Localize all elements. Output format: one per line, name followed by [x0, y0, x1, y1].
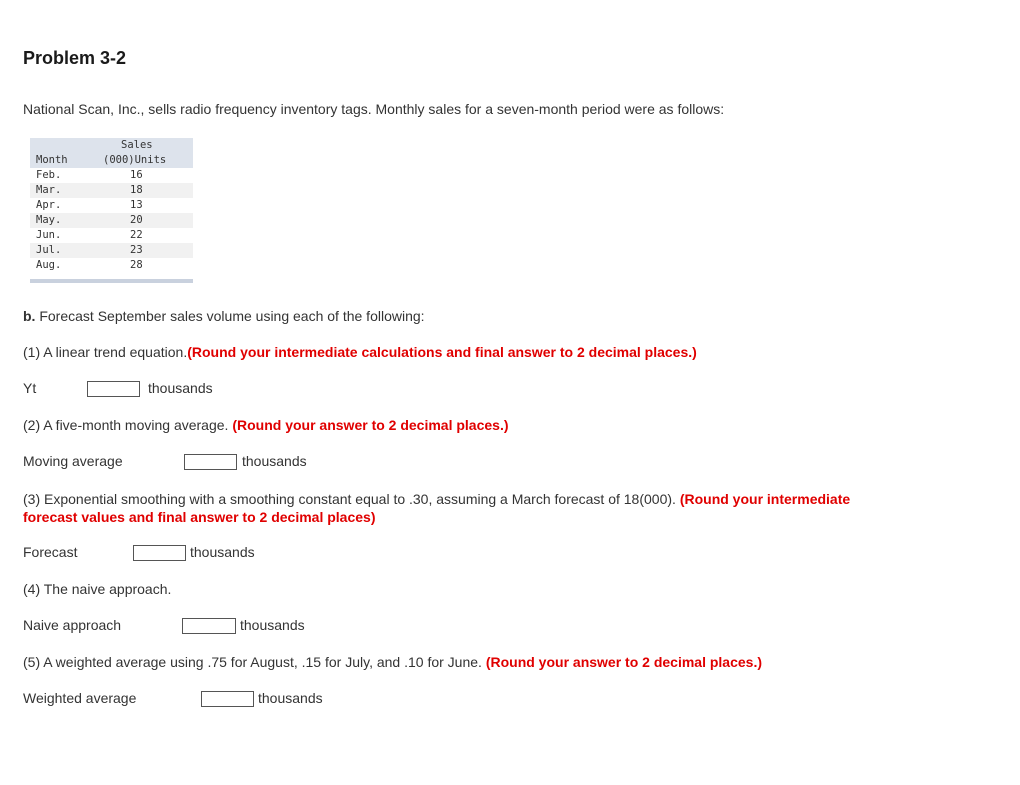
table-row [30, 213, 193, 228]
header-month: Month [36, 154, 68, 166]
q1-rounding-note: (Round your intermediate calculations and final answer to 2 decimal places.) [187, 344, 697, 360]
table-footer-bar [30, 279, 193, 283]
q4-prompt [23, 581, 171, 597]
table-row [30, 198, 193, 213]
naive-approach-input[interactable] [182, 618, 236, 634]
table-row [30, 168, 193, 183]
page-title: Problem 3-2 [23, 48, 127, 68]
q5-prompt [23, 654, 762, 670]
cell-value: 28 [130, 259, 143, 271]
q4-text: (4) The naive approach. [23, 581, 172, 597]
yt-input[interactable] [87, 381, 140, 397]
q5-text: (5) A weighted average using .75 for August, .15 for July, and .10 for June. [23, 654, 486, 670]
cell-month: Aug. [36, 259, 62, 271]
part-b-prefix: b. [23, 308, 36, 324]
q2-rounding-note: (Round your answer to 2 decimal places.) [232, 417, 509, 433]
q1-unit: thousands [148, 380, 213, 396]
cell-month: Mar. [36, 184, 62, 196]
cell-month: May. [36, 214, 62, 226]
table-row [30, 258, 193, 273]
cell-value: 22 [130, 229, 143, 241]
cell-month: Feb. [36, 169, 62, 181]
q5-label: Weighted average [23, 690, 137, 706]
q1-prompt [23, 344, 697, 360]
q4-label: Naive approach [23, 617, 122, 633]
table-row [30, 228, 193, 243]
cell-value: 13 [130, 199, 143, 211]
cell-value: 18 [130, 184, 143, 196]
q2-text: (2) A five-month moving average. [23, 417, 233, 433]
q3-text: (3) Exponential smoothing with a smoothing constant equal to .30, assuming a March forecast of 18(000). [23, 491, 680, 507]
forecast-input[interactable] [133, 545, 186, 561]
q2-label: Moving average [23, 453, 123, 469]
cell-value: 23 [130, 244, 143, 256]
q5-rounding-note: (Round your answer to 2 decimal places.) [485, 654, 762, 670]
cell-month: Apr. [36, 199, 62, 211]
table-header [30, 138, 193, 168]
part-b-text: Forecast September sales volume using each of the following: [35, 308, 425, 324]
q3-unit: thousands [190, 544, 255, 560]
q3-label: Forecast [23, 544, 78, 560]
q1-text: (1) A linear trend equation. [23, 344, 188, 360]
q2-prompt [23, 417, 509, 433]
q5-unit: thousands [258, 690, 323, 706]
table-row [30, 243, 193, 258]
cell-month: Jul. [36, 244, 62, 256]
q3-prompt [23, 490, 1003, 526]
q2-unit: thousands [242, 453, 307, 469]
part-b-instruction [23, 308, 425, 324]
cell-value: 16 [130, 169, 143, 181]
q3-rounding-note-2: forecast values and final answer to 2 decimal places) [23, 509, 376, 525]
intro-text: National Scan, Inc., sells radio frequency inventory tags. Monthly sales for a seven-month period were as follows: [23, 101, 725, 117]
table-row [30, 183, 193, 198]
header-sales: Sales [121, 139, 153, 151]
moving-average-input[interactable] [184, 454, 237, 470]
q4-unit: thousands [240, 617, 305, 633]
header-units: (000)Units [103, 154, 167, 166]
sales-table [30, 138, 193, 283]
q1-label: Yt [23, 380, 37, 396]
q3-rounding-note-1: (Round your intermediate [679, 491, 851, 507]
weighted-average-input[interactable] [201, 691, 254, 707]
cell-value: 20 [130, 214, 143, 226]
cell-month: Jun. [36, 229, 62, 241]
